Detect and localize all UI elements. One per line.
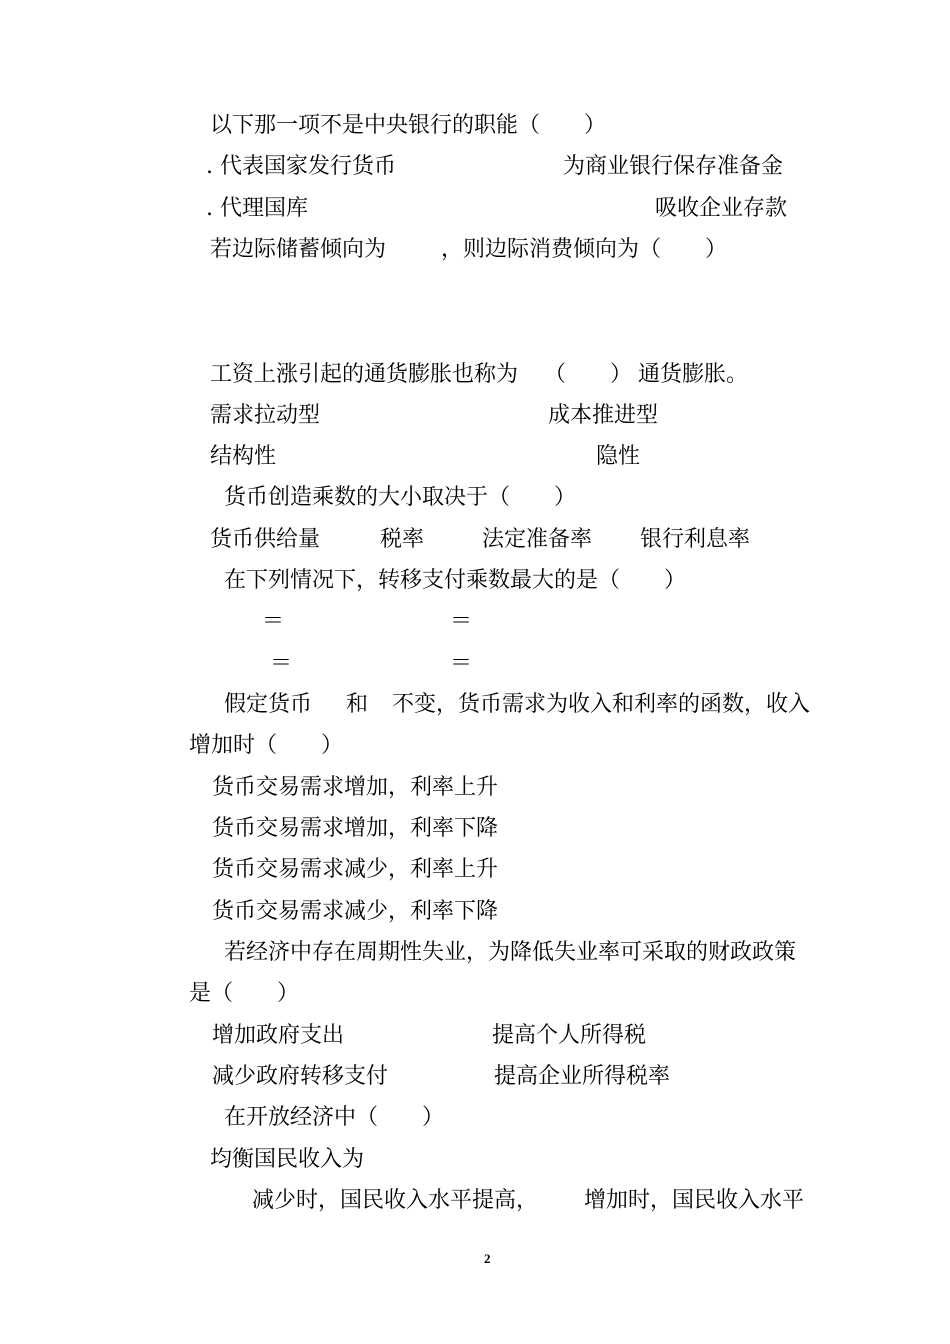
question-6-option-b: 货币交易需求增加，利率下降 — [212, 816, 499, 841]
question-6-part1: 假定货币 — [224, 692, 313, 717]
question-4: 货币创造乘数的大小取决于（ ） — [224, 485, 577, 510]
question-2-part1: 若边际储蓄倾向为 — [210, 237, 387, 262]
question-6-option-a: 货币交易需求增加，利率上升 — [212, 775, 499, 800]
question-5-option-c-equals: ＝ — [270, 651, 293, 676]
question-7-option-c: 减少政府转移支付 — [212, 1064, 389, 1089]
page-number: 2 — [484, 1251, 491, 1266]
question-1-option-d: 吸收企业存款 — [655, 196, 788, 221]
question-1-option-a: . 代表国家发行货币 — [206, 154, 396, 179]
question-4-option-c: 法定准备率 — [482, 527, 593, 552]
question-6-option-d: 货币交易需求减少，利率下降 — [212, 899, 499, 924]
question-3-part2: 通货膨胀。 — [638, 362, 749, 387]
question-3-option-c: 结构性 — [210, 444, 277, 469]
question-7-option-d: 提高企业所得税率 — [494, 1064, 671, 1089]
question-7-continued: 是（ ） — [189, 981, 300, 1006]
question-5-option-a-equals: ＝ — [262, 609, 285, 634]
question-3-option-d: 隐性 — [596, 444, 641, 469]
question-3-option-b: 成本推进型 — [548, 403, 659, 428]
question-3-part1: 工资上涨引起的通货膨胀也称为 — [210, 362, 519, 387]
question-4-option-a: 货币供给量 — [210, 527, 321, 552]
question-3-option-a: 需求拉动型 — [210, 403, 321, 428]
question-8-option-b-part2: 增加时，国民收入水平 — [584, 1188, 805, 1213]
question-6-part2: 和 — [346, 692, 369, 717]
question-5-option-b-equals: ＝ — [450, 609, 473, 634]
question-7-option-b: 提高个人所得税 — [492, 1023, 647, 1048]
question-6-part3: 不变，货币需求为收入和利率的函数，收入 — [392, 692, 811, 717]
question-5-option-d-equals: ＝ — [450, 651, 473, 676]
question-4-option-b: 税率 — [380, 527, 425, 552]
question-2-part2: ，则边际消费倾向为（ ） — [441, 237, 728, 262]
question-8: 在开放经济中（ ） — [224, 1105, 445, 1130]
question-5: 在下列情况下，转移支付乘数最大的是（ ） — [224, 568, 687, 593]
question-6-option-c: 货币交易需求减少，利率上升 — [212, 857, 499, 882]
question-7: 若经济中存在周期性失业，为降低失业率可采取的财政政策 — [224, 940, 797, 965]
question-8-option-b-part1: 减少时，国民收入水平提高， — [252, 1188, 539, 1213]
question-1-option-c: . 代理国库 — [206, 196, 308, 221]
question-7-option-a: 增加政府支出 — [212, 1023, 345, 1048]
question-1: 以下那一项不是中央银行的职能（ ） — [210, 113, 607, 138]
question-8-option-a: 均衡国民收入为 — [210, 1147, 365, 1172]
question-3-blank: （ ） — [544, 362, 633, 387]
question-4-option-d: 银行利息率 — [640, 527, 751, 552]
question-6-continued: 增加时（ ） — [189, 733, 344, 758]
question-1-option-b: 为商业银行保存准备金 — [563, 154, 784, 179]
